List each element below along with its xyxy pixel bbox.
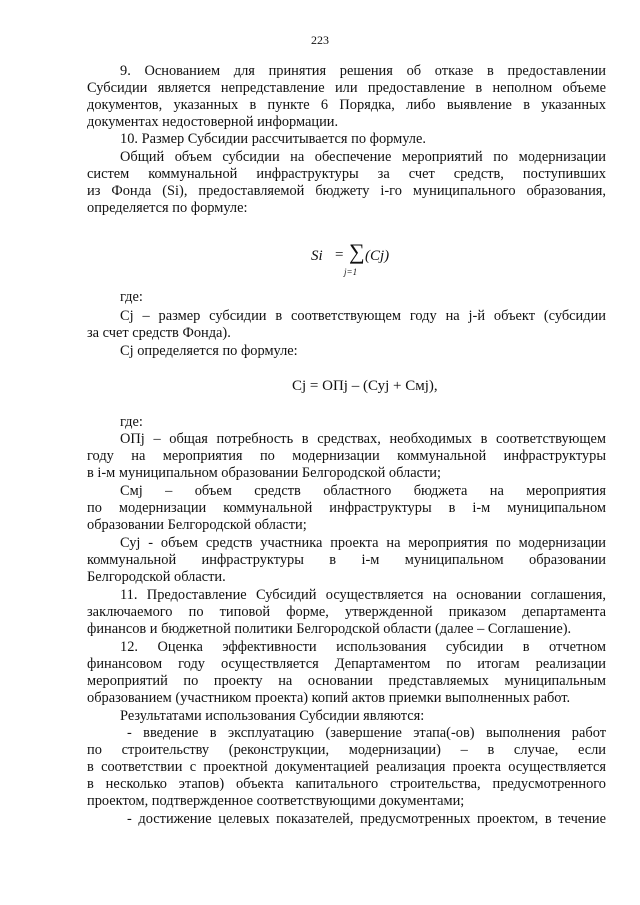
cyj-def-line-2: коммунальной инфраструктуры в i-м муниципальном образовании xyxy=(87,552,606,568)
formula-si-term: (Cj) xyxy=(365,248,390,264)
bullet1-line-5: проектом, подтвержденное соответствующими документами; xyxy=(87,793,465,809)
cj-intro: Cj определяется по формуле: xyxy=(120,343,298,359)
formula-si-equals: = xyxy=(335,247,344,263)
formula-si-sub: j=1 xyxy=(344,267,358,277)
formula-si-lhs: Si xyxy=(311,248,323,264)
where-label-2: где: xyxy=(120,414,143,430)
p9-line-1: 9. Основанием для принятия решения об отказе в предоставлении xyxy=(120,63,606,79)
opj-def-line-2: году на мероприятия по модернизации коммунальной инфраструктуры xyxy=(87,448,606,464)
bullet1-line-2: по строительству (реконструкции, модернизации) – в случае, если xyxy=(87,742,606,758)
results-intro: Результатами использования Субсидии являются: xyxy=(120,708,425,724)
p12-line-1: 12. Оценка эффективности использования субсидии в отчетном xyxy=(120,639,606,655)
p9-line-2: Субсидии является непредставление или предоставление в неполном объеме xyxy=(87,80,606,96)
cj-def-line-1: Cj – размер субсидии в соответствующем году на j-й объект (субсидии xyxy=(120,308,606,324)
total-line-2: систем коммунальной инфраструктуры за счет средств, поступивших xyxy=(87,166,606,182)
cmj-def-line-2: по модернизации коммунальной инфраструктуры в i-м муниципальном xyxy=(87,500,606,516)
p10-text: 10. Размер Субсидии рассчитывается по формуле. xyxy=(120,131,426,147)
bullet2-line-1: - достижение целевых показателей, предусмотренных проектом, в течение xyxy=(127,811,606,827)
total-line-4: определяется по формуле: xyxy=(87,200,248,216)
bullet1-line-1: - введение в эксплуатацию (завершение этапа(-ов) выполнения работ xyxy=(127,725,606,741)
bullet1-line-4: в несколько этапов) объекта капитального строительства, предусмотренного xyxy=(87,776,606,792)
p12-line-4: образованием (участником проекта) копий актов приемки выполненных работ. xyxy=(87,690,571,706)
cyj-def-line-1: Суj - объем средств участника проекта на мероприятия по модернизации xyxy=(120,535,606,551)
p9-line-4: документах недостоверной информации. xyxy=(87,114,339,130)
cmj-def-line-3: образовании Белгородской области; xyxy=(87,517,307,533)
page-number: 223 xyxy=(311,33,329,47)
p12-line-3: мероприятий по проекту на основании представляемых муниципальным xyxy=(87,673,606,689)
p11-line-1: 11. Предоставление Субсидий осуществляется на основании соглашения, xyxy=(120,587,606,603)
p9-line-3: документов, указанных в пункте 6 Порядка, либо выявление в указанных xyxy=(87,97,606,113)
formula-cj: Cj = ОПj – (Суj + Смj), xyxy=(292,378,438,394)
formula-si xyxy=(311,238,391,284)
where-label-1: где: xyxy=(120,289,143,305)
opj-def-line-1: ОПj – общая потребность в средствах, необходимых в соответствующем xyxy=(120,431,606,447)
total-line-3: из Фонда (Si), предоставляемой бюджету i-го муниципального образования, xyxy=(87,183,606,199)
cmj-def-line-1: Смj – объем средств областного бюджета на мероприятия xyxy=(120,483,606,499)
p11-line-3: финансов и бюджетной политики Белгородской области (далее – Соглашение). xyxy=(87,621,572,637)
opj-def-line-3: в i-м муниципальном образовании Белгородской области; xyxy=(87,465,441,481)
total-line-1: Общий объем субсидии на обеспечение мероприятий по модернизации xyxy=(120,149,606,165)
sum-sign: ∑ xyxy=(349,239,365,264)
p12-line-2: финансовом году осуществляется Департаментом по итогам реализации xyxy=(87,656,606,672)
cj-def-line-2: за счет средств Фонда). xyxy=(87,325,231,341)
bullet1-line-3: в соответствии с проектной документацией реализация проекта осуществляется xyxy=(87,759,606,775)
cyj-def-line-3: Белгородской области. xyxy=(87,569,226,585)
p11-line-2: заключаемого по типовой форме, утвержденной приказом департамента xyxy=(87,604,606,620)
